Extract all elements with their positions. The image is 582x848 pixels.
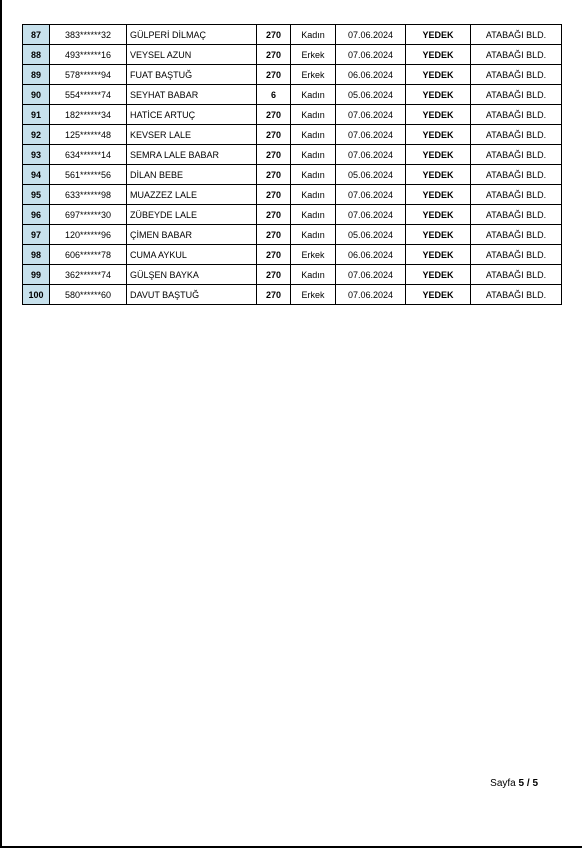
score-cell: 270	[257, 225, 291, 245]
municipality-cell: ATABAĞI BLD.	[471, 105, 562, 125]
status-cell: YEDEK	[406, 245, 471, 265]
municipality-cell: ATABAĞI BLD.	[471, 85, 562, 105]
date-cell: 06.06.2024	[336, 245, 406, 265]
date-cell: 07.06.2024	[336, 185, 406, 205]
row-number-cell: 96	[23, 205, 50, 225]
date-cell: 05.06.2024	[336, 225, 406, 245]
id-number-cell: 606******78	[50, 245, 127, 265]
full-name-cell: ZÜBEYDE LALE	[127, 205, 257, 225]
date-cell: 05.06.2024	[336, 85, 406, 105]
score-cell: 270	[257, 25, 291, 45]
full-name-cell: DİLAN BEBE	[127, 165, 257, 185]
municipality-cell: ATABAĞI BLD.	[471, 245, 562, 265]
status-cell: YEDEK	[406, 225, 471, 245]
date-cell: 07.06.2024	[336, 145, 406, 165]
row-number-cell: 99	[23, 265, 50, 285]
full-name-cell: GÜLŞEN BAYKA	[127, 265, 257, 285]
row-number-cell: 93	[23, 145, 50, 165]
status-cell: YEDEK	[406, 285, 471, 305]
row-number-cell: 98	[23, 245, 50, 265]
table-row	[23, 45, 562, 65]
full-name-cell: CUMA AYKUL	[127, 245, 257, 265]
gender-cell: Erkek	[291, 45, 336, 65]
municipality-cell: ATABAĞI BLD.	[471, 25, 562, 45]
municipality-cell: ATABAĞI BLD.	[471, 205, 562, 225]
score-cell: 270	[257, 245, 291, 265]
row-number-cell: 88	[23, 45, 50, 65]
table-row	[23, 265, 562, 285]
page-label: Sayfa	[490, 778, 516, 789]
table-row	[23, 85, 562, 105]
gender-cell: Kadın	[291, 225, 336, 245]
full-name-cell: ÇİMEN BABAR	[127, 225, 257, 245]
status-cell: YEDEK	[406, 205, 471, 225]
gender-cell: Kadın	[291, 25, 336, 45]
full-name-cell: HATİCE ARTUÇ	[127, 105, 257, 125]
date-cell: 07.06.2024	[336, 105, 406, 125]
status-cell: YEDEK	[406, 105, 471, 125]
row-number-cell: 87	[23, 25, 50, 45]
status-cell: YEDEK	[406, 145, 471, 165]
status-cell: YEDEK	[406, 185, 471, 205]
row-number-cell: 95	[23, 185, 50, 205]
id-number-cell: 580******60	[50, 285, 127, 305]
id-number-cell: 554******74	[50, 85, 127, 105]
table-row	[23, 25, 562, 45]
table-row	[23, 105, 562, 125]
row-number-cell: 91	[23, 105, 50, 125]
municipality-cell: ATABAĞI BLD.	[471, 145, 562, 165]
full-name-cell: VEYSEL AZUN	[127, 45, 257, 65]
municipality-cell: ATABAĞI BLD.	[471, 285, 562, 305]
row-number-cell: 90	[23, 85, 50, 105]
date-cell: 07.06.2024	[336, 205, 406, 225]
table-row	[23, 245, 562, 265]
table-row	[23, 225, 562, 245]
row-number-cell: 92	[23, 125, 50, 145]
table-row	[23, 285, 562, 305]
score-cell: 270	[257, 105, 291, 125]
status-cell: YEDEK	[406, 125, 471, 145]
municipality-cell: ATABAĞI BLD.	[471, 125, 562, 145]
status-cell: YEDEK	[406, 45, 471, 65]
table-row	[23, 185, 562, 205]
id-number-cell: 697******30	[50, 205, 127, 225]
full-name-cell: DAVUT BAŞTUĞ	[127, 285, 257, 305]
page-number	[440, 778, 538, 789]
gender-cell: Kadın	[291, 145, 336, 165]
score-cell: 270	[257, 145, 291, 165]
date-cell: 06.06.2024	[336, 65, 406, 85]
date-cell: 07.06.2024	[336, 285, 406, 305]
page-total: 5	[532, 778, 538, 789]
id-number-cell: 383******32	[50, 25, 127, 45]
municipality-cell: ATABAĞI BLD.	[471, 265, 562, 285]
id-number-cell: 182******34	[50, 105, 127, 125]
municipality-cell: ATABAĞI BLD.	[471, 225, 562, 245]
id-number-cell: 493******16	[50, 45, 127, 65]
score-cell: 270	[257, 125, 291, 145]
date-cell: 07.06.2024	[336, 265, 406, 285]
date-cell: 07.06.2024	[336, 25, 406, 45]
score-cell: 270	[257, 45, 291, 65]
date-cell: 05.06.2024	[336, 165, 406, 185]
id-number-cell: 634******14	[50, 145, 127, 165]
full-name-cell: FUAT BAŞTUĞ	[127, 65, 257, 85]
status-cell: YEDEK	[406, 25, 471, 45]
municipality-cell: ATABAĞI BLD.	[471, 45, 562, 65]
status-cell: YEDEK	[406, 85, 471, 105]
table-row	[23, 65, 562, 85]
full-name-cell: KEVSER LALE	[127, 125, 257, 145]
full-name-cell: GÜLPERİ DİLMAÇ	[127, 25, 257, 45]
row-number-cell: 100	[23, 285, 50, 305]
score-cell: 270	[257, 185, 291, 205]
municipality-cell: ATABAĞI BLD.	[471, 65, 562, 85]
date-cell: 07.06.2024	[336, 125, 406, 145]
id-number-cell: 578******94	[50, 65, 127, 85]
status-cell: YEDEK	[406, 265, 471, 285]
status-cell: YEDEK	[406, 165, 471, 185]
gender-cell: Kadın	[291, 265, 336, 285]
gender-cell: Kadın	[291, 185, 336, 205]
gender-cell: Erkek	[291, 245, 336, 265]
score-cell: 270	[257, 205, 291, 225]
id-number-cell: 561******56	[50, 165, 127, 185]
score-cell: 6	[257, 85, 291, 105]
table-row	[23, 205, 562, 225]
page-current: 5	[518, 778, 525, 789]
full-name-cell: MUAZZEZ LALE	[127, 185, 257, 205]
row-number-cell: 89	[23, 65, 50, 85]
id-number-cell: 633******98	[50, 185, 127, 205]
gender-cell: Erkek	[291, 285, 336, 305]
gender-cell: Erkek	[291, 65, 336, 85]
page-separator: /	[526, 778, 530, 789]
row-number-cell: 94	[23, 165, 50, 185]
gender-cell: Kadın	[291, 205, 336, 225]
table-row	[23, 165, 562, 185]
status-cell: YEDEK	[406, 65, 471, 85]
id-number-cell: 120******96	[50, 225, 127, 245]
applicant-table	[22, 24, 562, 305]
full-name-cell: SEYHAT BABAR	[127, 85, 257, 105]
score-cell: 270	[257, 65, 291, 85]
id-number-cell: 362******74	[50, 265, 127, 285]
gender-cell: Kadın	[291, 165, 336, 185]
table-body	[23, 25, 562, 305]
score-cell: 270	[257, 265, 291, 285]
table-row	[23, 145, 562, 165]
score-cell: 270	[257, 165, 291, 185]
gender-cell: Kadın	[291, 85, 336, 105]
gender-cell: Kadın	[291, 125, 336, 145]
municipality-cell: ATABAĞI BLD.	[471, 165, 562, 185]
municipality-cell: ATABAĞI BLD.	[471, 185, 562, 205]
date-cell: 07.06.2024	[336, 45, 406, 65]
row-number-cell: 97	[23, 225, 50, 245]
id-number-cell: 125******48	[50, 125, 127, 145]
full-name-cell: SEMRA LALE BABAR	[127, 145, 257, 165]
gender-cell: Kadın	[291, 105, 336, 125]
score-cell: 270	[257, 285, 291, 305]
table-row	[23, 125, 562, 145]
